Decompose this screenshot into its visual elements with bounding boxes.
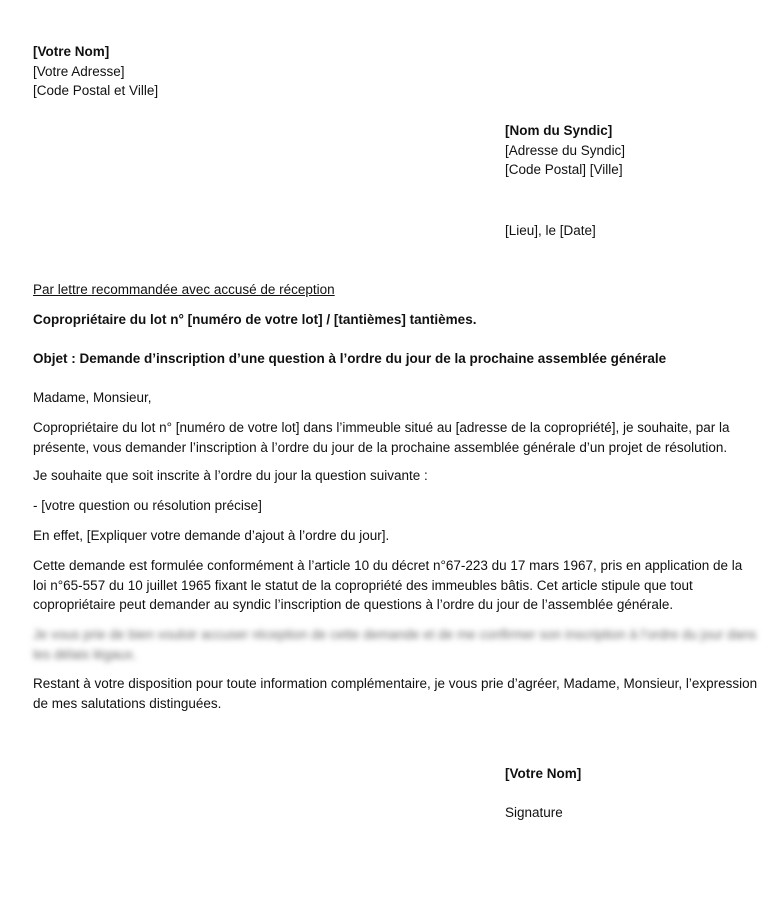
- place-date: [Lieu], le [Date]: [505, 223, 596, 238]
- recipient-address: [Adresse du Syndic]: [505, 142, 626, 158]
- signature-label: Signature: [505, 805, 563, 820]
- greeting: Madame, Monsieur,: [33, 390, 152, 405]
- question-item: - [votre question ou résolution précise]: [33, 498, 262, 513]
- letter-subject: Objet : Demande d’inscription d’une question à l’ordre du jour de la prochaine assemblée générale: [33, 351, 667, 366]
- paragraph-question-intro: Je souhaite que soit inscrite à l’ordre du jour la question suivante :: [33, 468, 428, 483]
- sender-address: [Votre Adresse]: [33, 63, 125, 79]
- signature-name: [Votre Nom]: [505, 766, 582, 781]
- paragraph-legal-basis: Cette demande est formulée conformément à l’article 10 du décret n°67-223 du 17 mars 1967, pris en application de la loi n°65-557 du 10 juillet 1965 fixant le statut de la copropriété des immeubles bâtis. Cet article stipule que tout copropriétaire peut demander au syndic l’inscription de questions à l’ordre du jour de l’assemblée générale.: [33, 558, 743, 612]
- paragraph-justification: En effet, [Expliquer votre demande d’ajout à l’ordre du jour].: [33, 528, 390, 543]
- owner-lot-line: Copropriétaire du lot n° [numéro de votre lot] / [tantièmes] tantièmes.: [33, 312, 477, 327]
- sending-mode: Par lettre recommandée avec accusé de réception: [33, 282, 335, 297]
- paragraph-blurred: Je vous prie de bien vouloir accuser réception de cette demande et de me confirmer son inscription à l’ordre du jour dans les délais légaux.: [33, 627, 757, 662]
- recipient-name: [Nom du Syndic]: [505, 123, 613, 138]
- recipient-block: [505, 121, 765, 180]
- paragraph-request: Copropriétaire du lot n° [numéro de votre lot] dans l’immeuble situé au [adresse de la copropriété], je souhaite, par la présente, vous demander l’inscription à l’ordre du jour de la prochaine assemblée générale d’un projet de résolution.: [33, 420, 730, 455]
- recipient-city: [Code Postal] [Ville]: [505, 162, 623, 177]
- sender-name: [Votre Nom]: [33, 44, 110, 59]
- paragraph-closing: Restant à votre disposition pour toute information complémentaire, je vous prie d’agréer, Madame, Monsieur, l’expression de mes salutations distinguées.: [33, 676, 758, 711]
- sender-block: [33, 42, 433, 101]
- sender-city: [Code Postal et Ville]: [33, 83, 159, 98]
